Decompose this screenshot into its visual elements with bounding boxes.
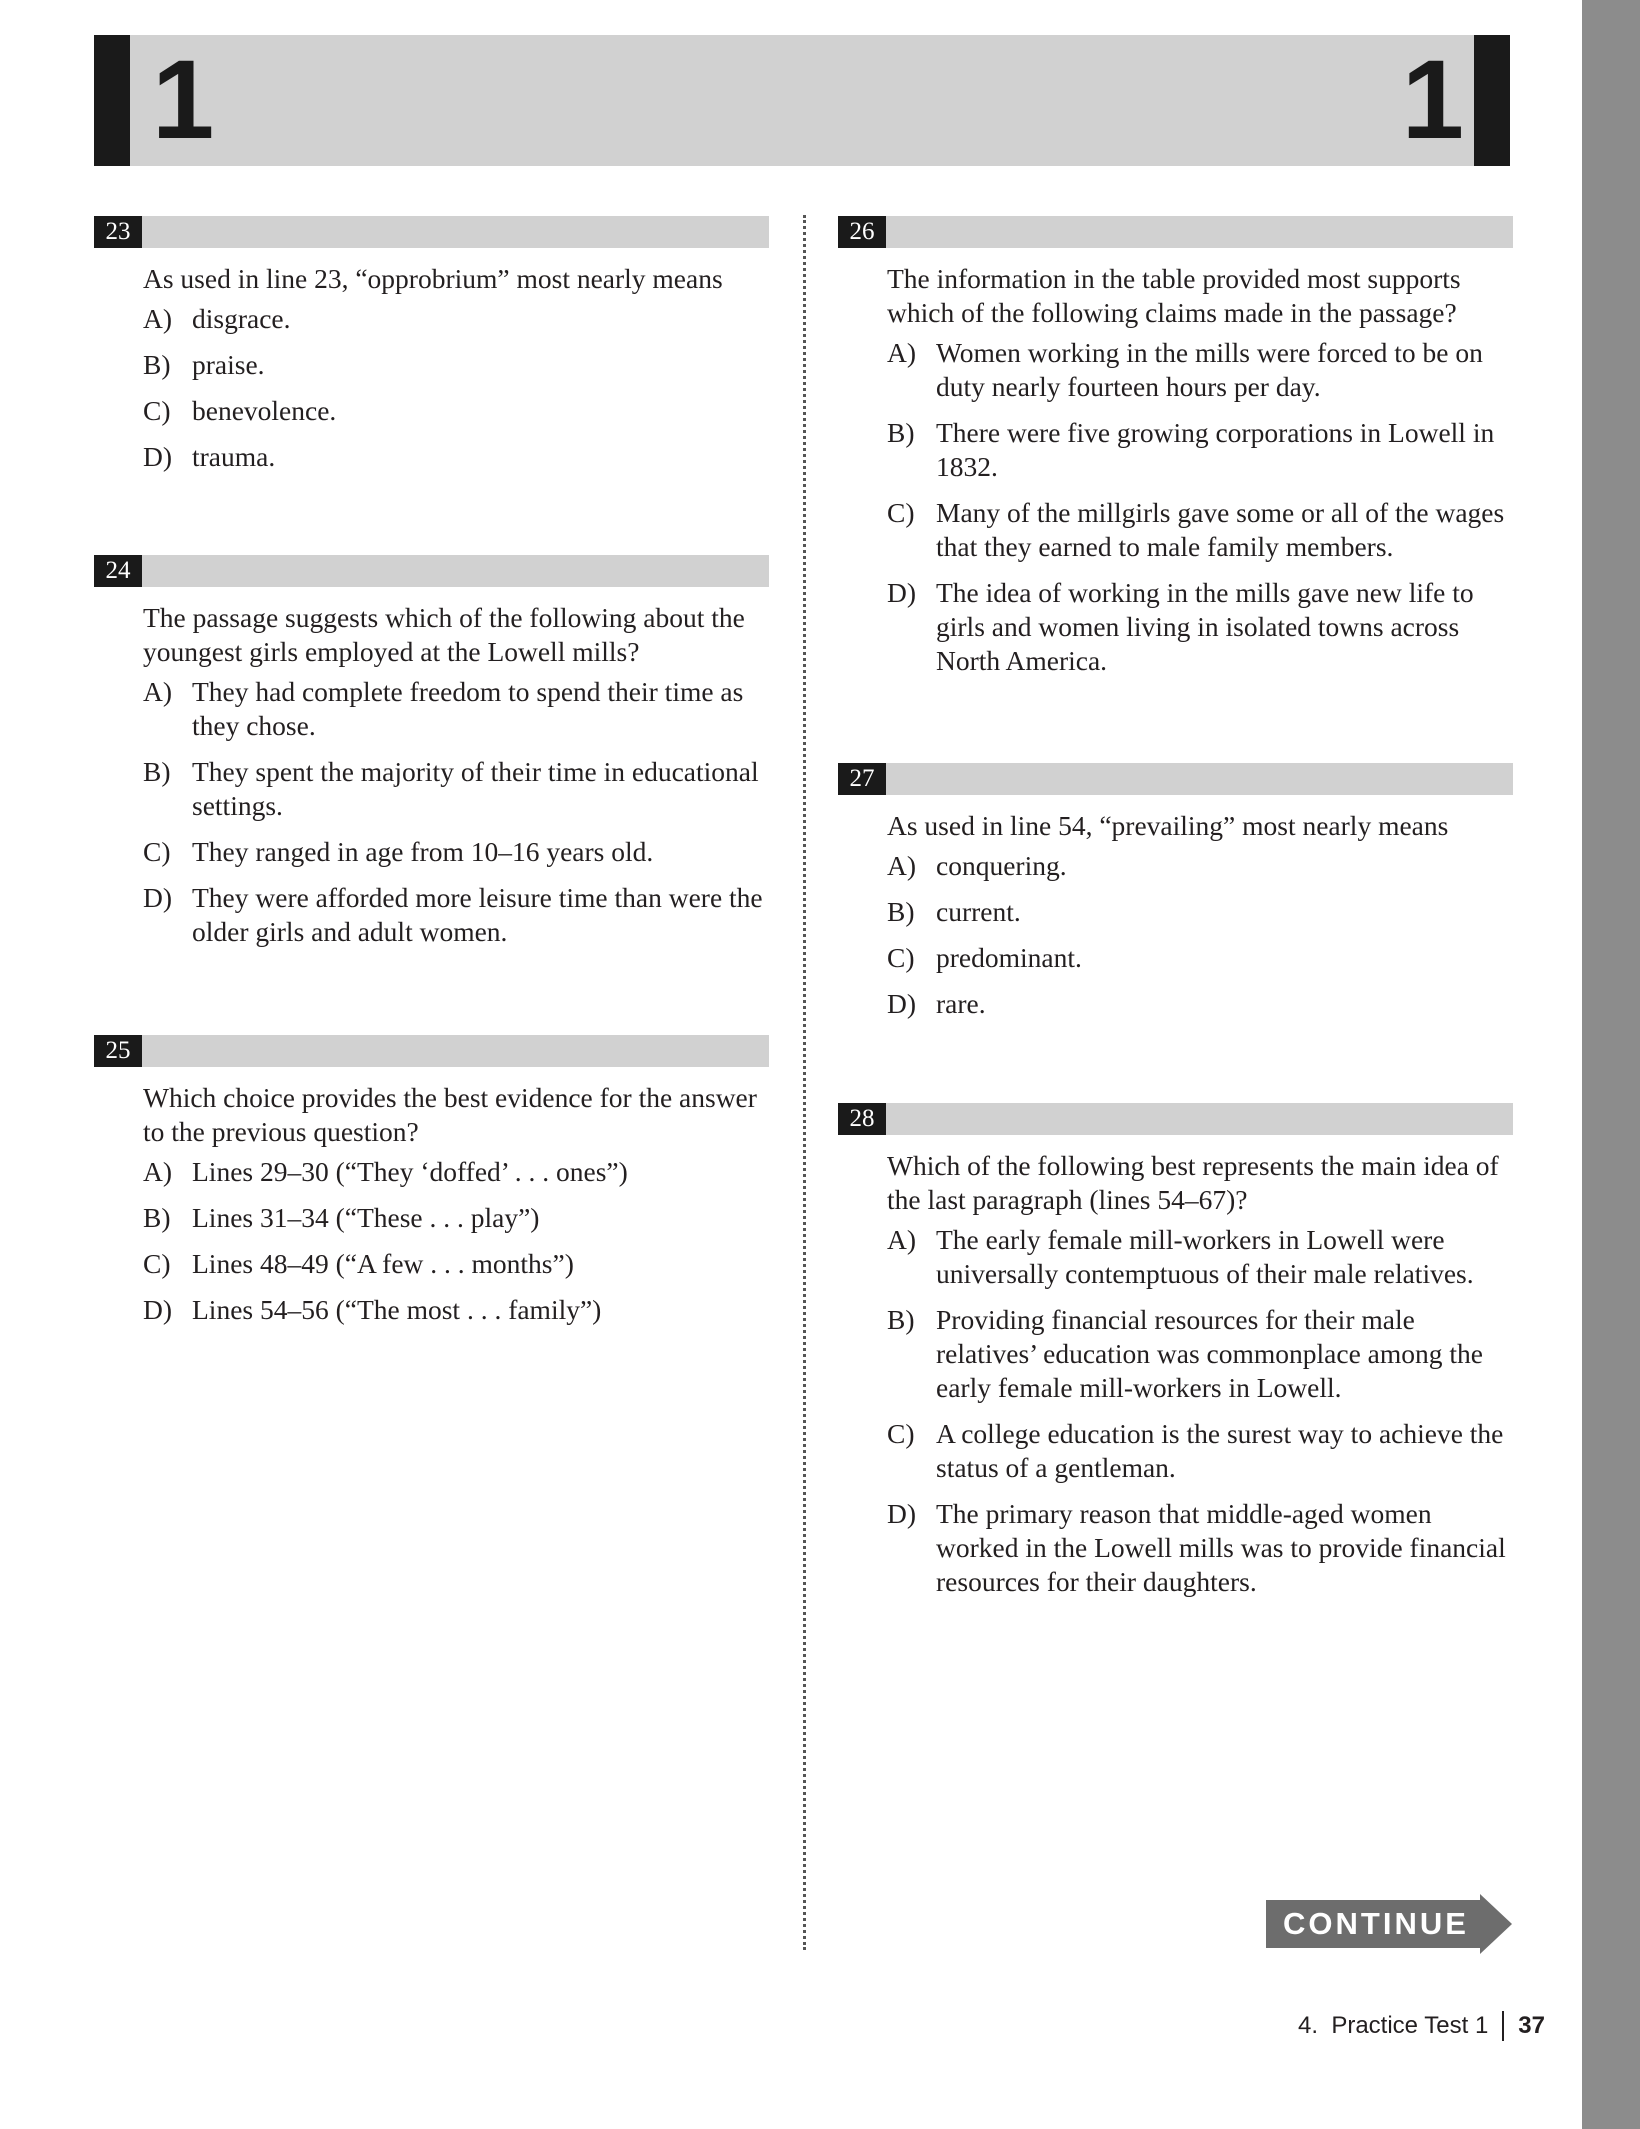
question-header-bar (838, 763, 1513, 795)
question-stem: The passage suggests which of the following about the youngest girls employed at the Lowell mills? (143, 602, 745, 667)
section-header-left-cap (94, 35, 130, 166)
choice-letter: A) (887, 337, 917, 368)
question-header-bar (838, 1103, 1513, 1135)
answer-choice-d[interactable] (887, 987, 1513, 1021)
answer-choice-c[interactable] (143, 394, 769, 428)
answer-choice-a[interactable] (887, 849, 1513, 883)
choice-letter: C) (143, 395, 171, 426)
question-number: 28 (838, 1103, 886, 1135)
choice-letter: D) (887, 577, 917, 608)
choice-text: predominant. (936, 942, 1082, 973)
question-number: 23 (94, 216, 142, 248)
column-divider (803, 215, 806, 1950)
section-number-right: 1 (1401, 37, 1464, 162)
answer-choice-a[interactable] (143, 1155, 769, 1189)
answer-choice-b[interactable] (143, 1201, 769, 1235)
choice-text: conquering. (936, 850, 1067, 881)
question-header (94, 216, 769, 248)
choice-text: benevolence. (192, 395, 337, 426)
question-number: 24 (94, 555, 142, 587)
choice-text: They ranged in age from 10–16 years old. (192, 836, 654, 867)
section-number-left: 1 (152, 37, 215, 162)
answer-choices (143, 675, 769, 949)
choice-text: rare. (936, 988, 986, 1019)
question-stem: The information in the table provided most supports which of the following claims made in the passage? (887, 263, 1461, 328)
choice-text: The primary reason that middle-aged women worked in the Lowell mills was to provide financial resources for their daughters. (936, 1498, 1506, 1597)
choice-letter: C) (887, 497, 915, 528)
answer-choice-a[interactable] (143, 675, 769, 743)
answer-choice-a[interactable] (143, 302, 769, 336)
choice-letter: A) (887, 1224, 917, 1255)
question-number: 25 (94, 1035, 142, 1067)
answer-choices (887, 336, 1513, 678)
page-edge-bar (1582, 0, 1640, 2129)
question-header (838, 763, 1513, 795)
footer-separator (1502, 2011, 1504, 2041)
choice-text: Lines 48–49 (“A few . . . months”) (192, 1248, 574, 1279)
choice-letter: B) (143, 756, 171, 787)
answer-choice-c[interactable] (887, 1417, 1513, 1485)
answer-choice-c[interactable] (887, 496, 1513, 564)
choice-text: Lines 29–30 (“They ‘doffed’ . . . ones”) (192, 1156, 628, 1187)
question-header (838, 216, 1513, 248)
question-header (94, 1035, 769, 1067)
answer-choice-b[interactable] (143, 755, 769, 823)
choice-letter: B) (143, 1202, 171, 1233)
choice-text: They were afforded more leisure time than were the older girls and adult women. (192, 882, 763, 947)
question-header (838, 1103, 1513, 1135)
choice-text: The idea of working in the mills gave new life to girls and women living in isolated towns across North America. (936, 577, 1474, 676)
choice-letter: C) (143, 836, 171, 867)
choice-text: trauma. (192, 441, 276, 472)
choice-text: Lines 54–56 (“The most . . . family”) (192, 1294, 602, 1325)
continue-button[interactable] (1266, 1894, 1514, 1958)
choice-letter: A) (143, 676, 173, 707)
question-header-bar (94, 555, 769, 587)
question-header-bar (838, 216, 1513, 248)
question-24 (94, 555, 769, 961)
choice-letter: B) (887, 1304, 915, 1335)
choice-text: Providing financial resources for their male relatives’ education was commonplace among the early female mill-workers in Lowell. (936, 1304, 1483, 1403)
choice-letter: D) (143, 882, 173, 913)
choice-text: praise. (192, 349, 265, 380)
footer-chapter: 4. Practice Test 1 (1297, 2012, 1489, 2039)
choice-text: There were five growing corporations in Lowell in 1832. (936, 417, 1495, 482)
choice-letter: B) (143, 349, 171, 380)
question-stem: As used in line 23, “opprobrium” most nearly means (143, 263, 723, 294)
choice-text: The early female mill-workers in Lowell were universally contemptuous of their male relatives. (936, 1224, 1474, 1289)
answer-choice-c[interactable] (143, 835, 769, 869)
answer-choice-b[interactable] (887, 895, 1513, 929)
answer-choice-d[interactable] (887, 1497, 1513, 1599)
choice-letter: D) (143, 1294, 173, 1325)
page-footer (1200, 2006, 1545, 2046)
question-27 (838, 763, 1513, 1033)
choice-text: A college education is the surest way to achieve the status of a gentleman. (936, 1418, 1504, 1483)
question-header (94, 555, 769, 587)
question-stem: As used in line 54, “prevailing” most nearly means (887, 810, 1449, 841)
choice-letter: C) (143, 1248, 171, 1279)
question-25 (94, 1035, 769, 1339)
question-header-bar (94, 216, 769, 248)
choice-text: They spent the majority of their time in educational settings. (192, 756, 759, 821)
question-stem: Which of the following best represents the main idea of the last paragraph (lines 54–67)? (887, 1150, 1499, 1215)
choice-text: Many of the millgirls gave some or all of the wages that they earned to male family members. (936, 497, 1505, 562)
answer-choice-b[interactable] (887, 416, 1513, 484)
answer-choice-b[interactable] (887, 1303, 1513, 1405)
section-header-right-cap (1474, 35, 1510, 166)
page-number: 37 (1518, 2012, 1545, 2039)
choice-letter: D) (887, 1498, 917, 1529)
choice-letter: C) (887, 942, 915, 973)
question-number: 26 (838, 216, 886, 248)
question-header-bar (94, 1035, 769, 1067)
choice-letter: B) (887, 896, 915, 927)
choice-text: disgrace. (192, 303, 291, 334)
answer-choices (887, 849, 1513, 1021)
choice-letter: A) (887, 850, 917, 881)
choice-letter: A) (143, 303, 173, 334)
answer-choice-d[interactable] (143, 881, 769, 949)
choice-letter: A) (143, 1156, 173, 1187)
answer-choices (143, 302, 769, 474)
answer-choices (143, 1155, 769, 1327)
answer-choice-c[interactable] (887, 941, 1513, 975)
answer-choice-d[interactable] (143, 1293, 769, 1327)
answer-choice-a[interactable] (887, 336, 1513, 404)
choice-text: current. (936, 896, 1021, 927)
choice-letter: D) (887, 988, 917, 1019)
choice-text: Lines 31–34 (“These . . . play”) (192, 1202, 540, 1233)
choice-letter: D) (143, 441, 173, 472)
answer-choice-b[interactable] (143, 348, 769, 382)
answer-choice-a[interactable] (887, 1223, 1513, 1291)
answer-choice-d[interactable] (143, 440, 769, 474)
question-number: 27 (838, 763, 886, 795)
choice-text: Women working in the mills were forced to be on duty nearly fourteen hours per day. (936, 337, 1483, 402)
continue-label: CONTINUE (1283, 1906, 1469, 1941)
choice-letter: B) (887, 417, 915, 448)
answer-choice-d[interactable] (887, 576, 1513, 678)
question-26 (838, 216, 1513, 690)
section-header-band (94, 35, 1510, 166)
question-28 (838, 1103, 1513, 1611)
answer-choice-c[interactable] (143, 1247, 769, 1281)
choice-text: They had complete freedom to spend their time as they chose. (192, 676, 744, 741)
question-23 (94, 216, 769, 486)
question-stem: Which choice provides the best evidence for the answer to the previous question? (143, 1082, 757, 1147)
answer-choices (887, 1223, 1513, 1599)
choice-letter: C) (887, 1418, 915, 1449)
